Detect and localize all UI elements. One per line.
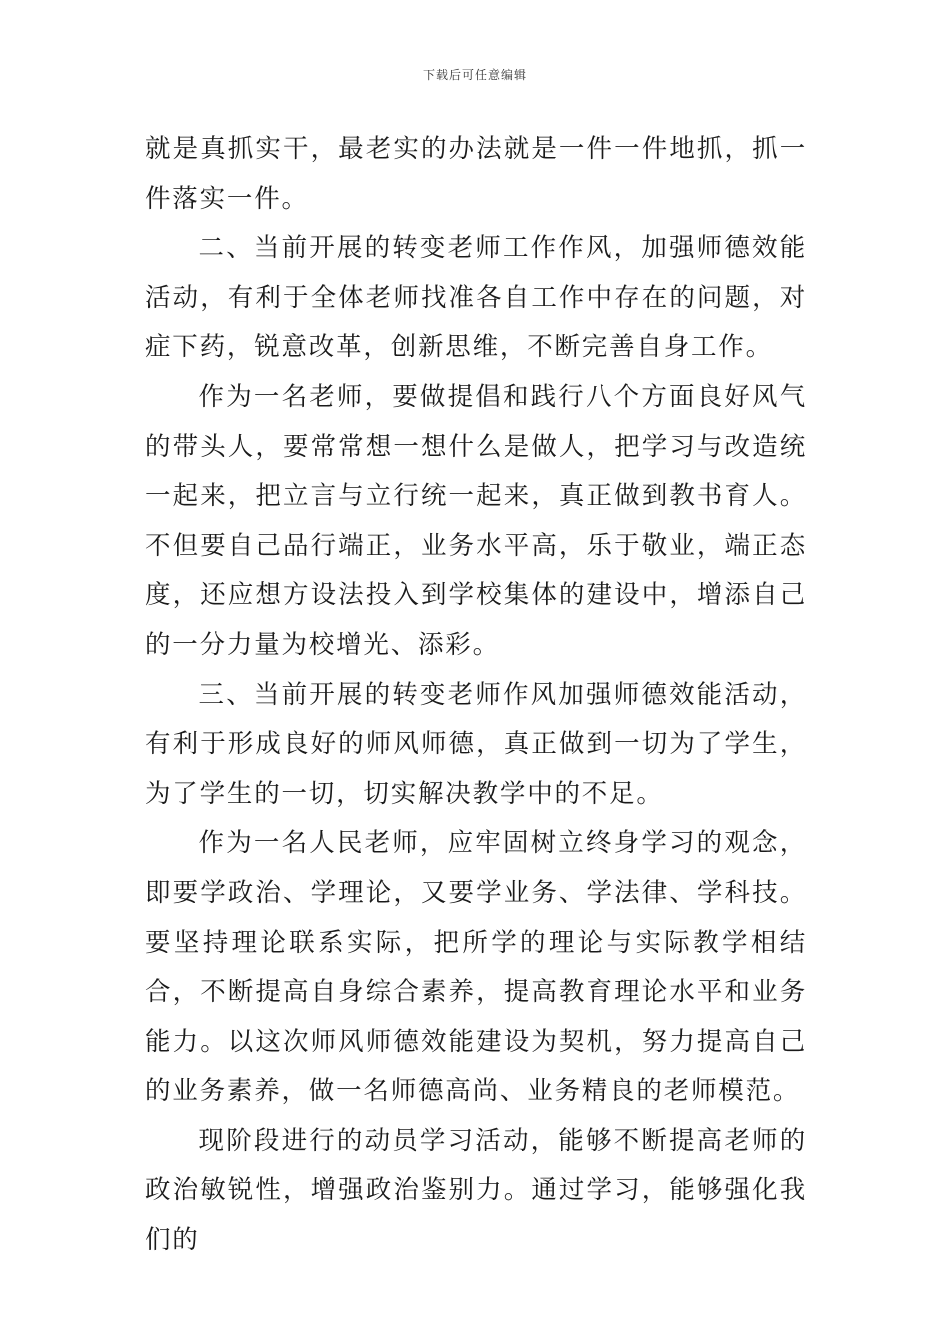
- page-header-note: 下载后可任意编辑: [422, 68, 527, 82]
- paragraph-lifelong-learning: 作为一名人民老师，应牢固树立终身学习的观念，即要学政治、学理论，又要学业务、学法律、学科技。要坚持理论联系实际，把所学的理论与实际教学相结合，不断提高自身综合素养，提高教育理论水平和业务能力。以这次师风师德效能建设为契机，努力提高自己的业务素养，做一名师德高尚、业务精良的老师模范。: [145, 828, 807, 1107]
- paragraph-section-three: 三、当前开展的转变老师作风加强师德效能活动，有利于形成良好的师风师德，真正做到一切为了学生，为了学生的一切，切实解决教学中的不足。: [145, 679, 807, 809]
- paragraph-continuation: 就是真抓实干，最老实的办法就是一件一件地抓，抓一件落实一件。: [145, 134, 807, 214]
- paragraph-mobilization-study: 现阶段进行的动员学习活动，能够不断提高老师的政治敏锐性，增强政治鉴别力。通过学习，能够强化我们的: [145, 1125, 807, 1256]
- paragraph-section-two: 二、当前开展的转变老师工作作风，加强师德效能活动，有利于全体老师找准各自工作中存在的问题，对症下药，锐意改革，创新思维，不断完善自身工作。: [145, 233, 807, 363]
- document-body: [145, 125, 807, 1266]
- paragraph-teacher-role: 作为一名老师，要做提倡和践行八个方面良好风气的带头人，要常常想一想什么是做人，把学习与改造统一起来，把立言与立行统一起来，真正做到教书育人。不但要自己品行端正，业务水平高，乐于敬业，端正态度，还应想方设法投入到学校集体的建设中，增添自己的一分力量为校增光、添彩。: [145, 381, 807, 660]
